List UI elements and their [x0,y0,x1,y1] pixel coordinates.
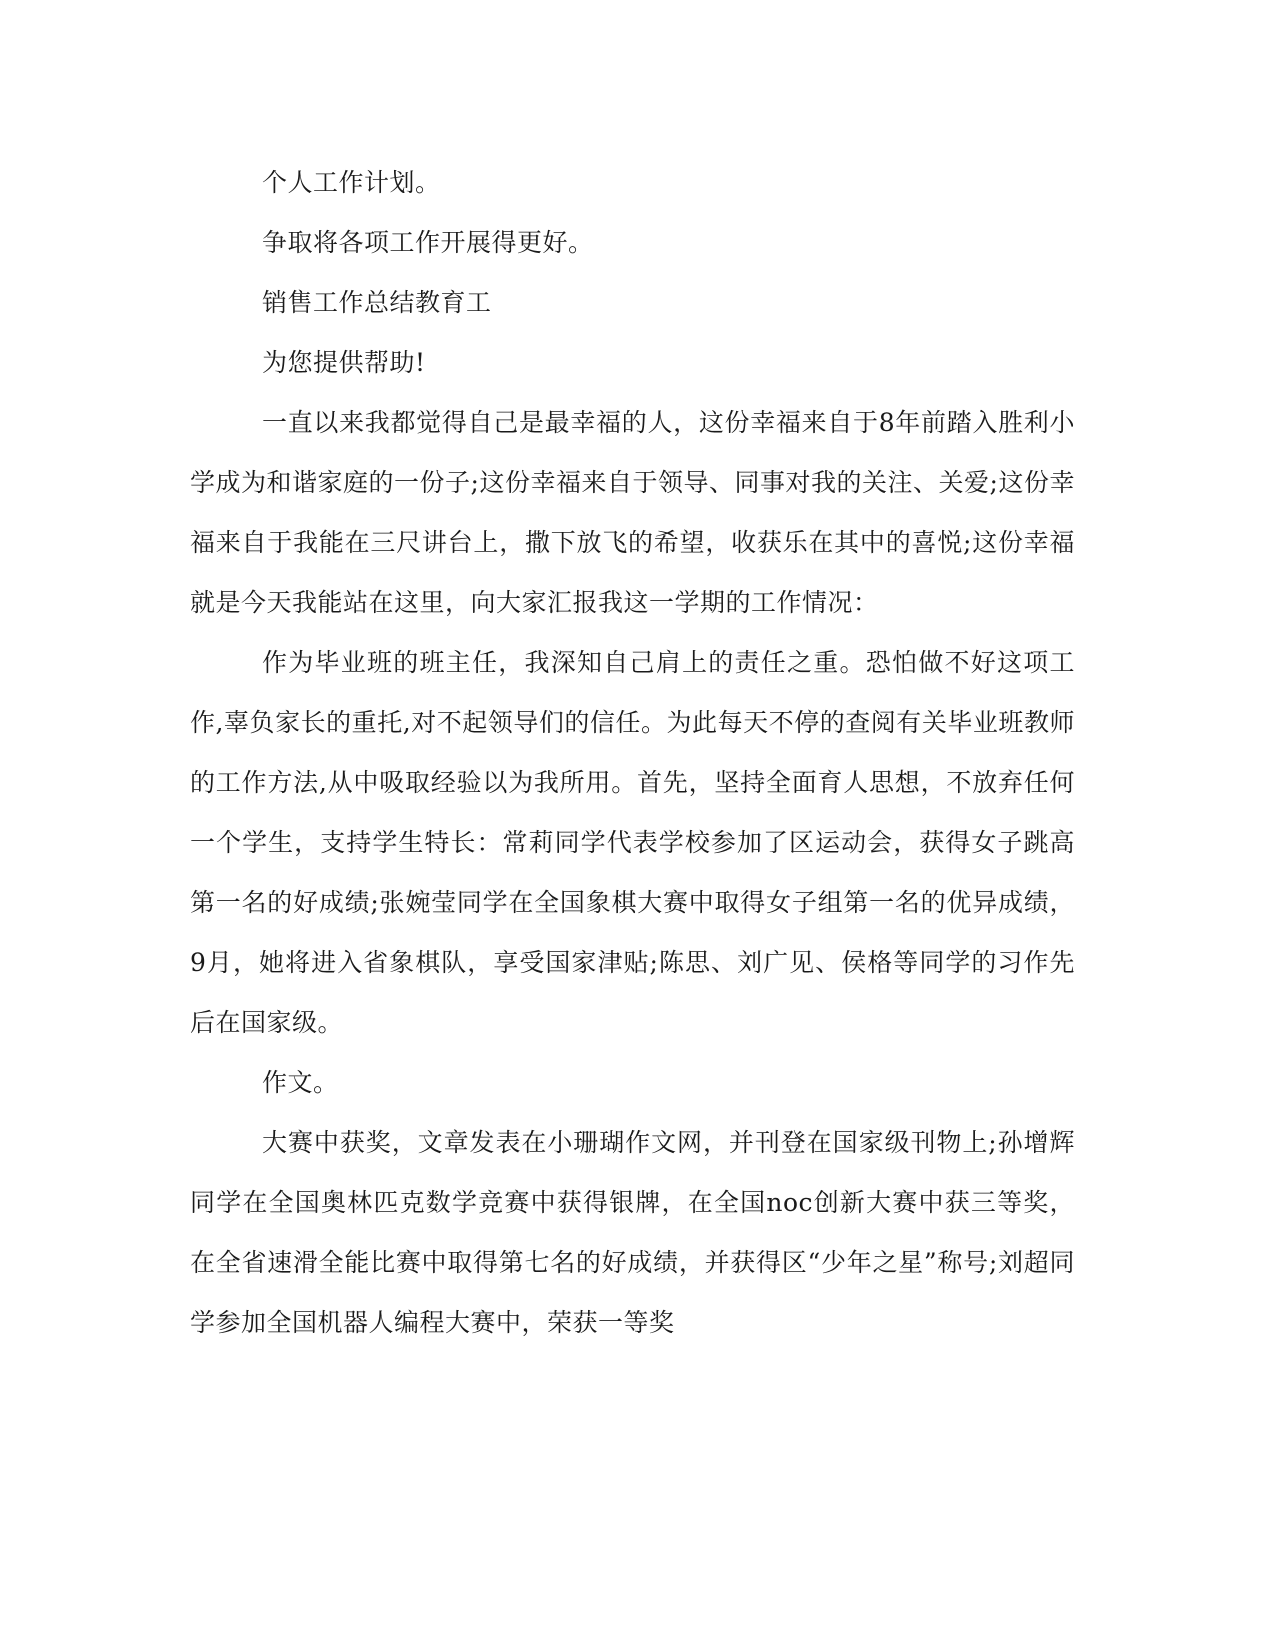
paragraph-class-teacher: 作为毕业班的班主任，我深知自己肩上的责任之重。恐怕做不好这项工作,辜负家长的重托,对不起领导们的信任。为此每天不停的查阅有关毕业班教师的工作方法,从中吸取经验以为我所用。首先，坚持全面育人思想，不放弃任何一个学生，支持学生特长：常莉同学代表学校参加了区运动会，获得女子跳高第一名的好成绩;张婉莹同学在全国象棋大赛中取得女子组第一名的优异成绩，9月，她将进入省象棋队，享受国家津贴;陈思、刘广见、侯格等同学的习作先后在国家级。 [190,648,1075,1037]
paragraph-heading-plan: 个人工作计划。 [262,168,441,197]
paragraph-strive: 争取将各项工作开展得更好。 [262,228,594,257]
paragraph-sales-summary: 销售工作总结教育工 [262,288,492,317]
paragraph-awards: 大赛中获奖，文章发表在小珊瑚作文网，并刊登在国家级刊物上;孙增辉同学在全国奥林匹克数学竞赛中获得银牌，在全国noc创新大赛中获三等奖，在全省速滑全能比赛中取得第七名的好成绩，并获得区“少年之星”称号;刘超同学参加全国机器人编程大赛中，荣获一等奖 [190,1128,1075,1337]
paragraph-help: 为您提供帮助! [262,348,426,377]
paragraph-happiness: 一直以来我都觉得自己是最幸福的人，这份幸福来自于8年前踏入胜利小学成为和谐家庭的一份子;这份幸福来自于领导、同事对我的关注、关爱;这份幸福来自于我能在三尺讲台上，撒下放飞的希望，收获乐在其中的喜悦;这份幸福就是今天我能站在这里，向大家汇报我这一学期的工作情况： [190,408,1075,617]
paragraph-composition: 作文。 [262,1068,339,1097]
document-body [190,153,1075,1353]
